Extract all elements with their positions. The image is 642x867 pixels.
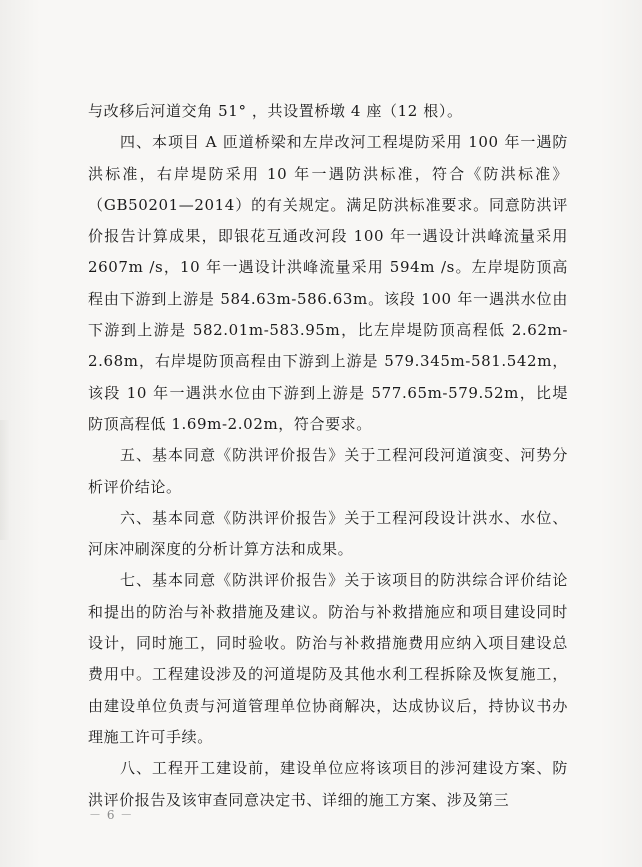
- scan-shadow: [0, 420, 10, 540]
- paragraph-item-4: 四、本项目 A 匝道桥梁和左岸改河工程堤防采用 100 年一遇防洪标准，右岸堤防采用 10 年一遇防洪标准，符合《防洪标准》（GB50201—2014）的有关规定。满足防洪标准要求。同意防洪评价报告计算成果，即银花互通改河段 100 年一遇设计洪峰流量采用 2607m /s，10 年一遇设计洪峰流量采用 594m /s。左岸堤防顶高程由下游到上游是 584.63m-586.63m。该段 100 年一遇洪水位由下游到上游是 582.01m-583.95m，比左岸堤防顶高程低 2.62m-2.68m，右岸堤防顶高程由下游到上游是 579.345m-581.542m，该段 10 年一遇洪水位由下游到上游是 577.65m-579.52m，比堤防顶高程低 1.69m-2.02m，符合要求。: [88, 133, 568, 433]
- paragraph-item-8: 八、工程开工建设前，建设单位应将该项目的涉河建设方案、防洪评价报告及该审查同意决定书、详细的施工方案、涉及第三: [88, 759, 568, 809]
- paragraph-continuation: 与改移后河道交角 51° ，共设置桥墩 4 座（12 根）。: [88, 102, 463, 120]
- paragraph-item-5: 五、基本同意《防洪评价报告》关于工程河段河道演变、河势分析评价结论。: [88, 446, 568, 496]
- paragraph-item-7: 七、基本同意《防洪评价报告》关于该项目的防洪综合评价结论和提出的防治与补救措施及建议。防治与补救措施应和项目建设同时设计，同时施工，同时验收。防治与补救措施费用应纳入项目建设总费用中。工程建设涉及的河道堤防及其他水利工程拆除及恢复施工，由建设单位负责与河道管理单位协商解决，达成协议后，持协议书办理施工许可手续。: [88, 571, 568, 746]
- page-number: － 6 －: [89, 808, 134, 822]
- body-text: [88, 96, 568, 816]
- paragraph-item-6: 六、基本同意《防洪评价报告》关于工程河段设计洪水、水位、河床冲刷深度的分析计算方法和成果。: [88, 508, 568, 559]
